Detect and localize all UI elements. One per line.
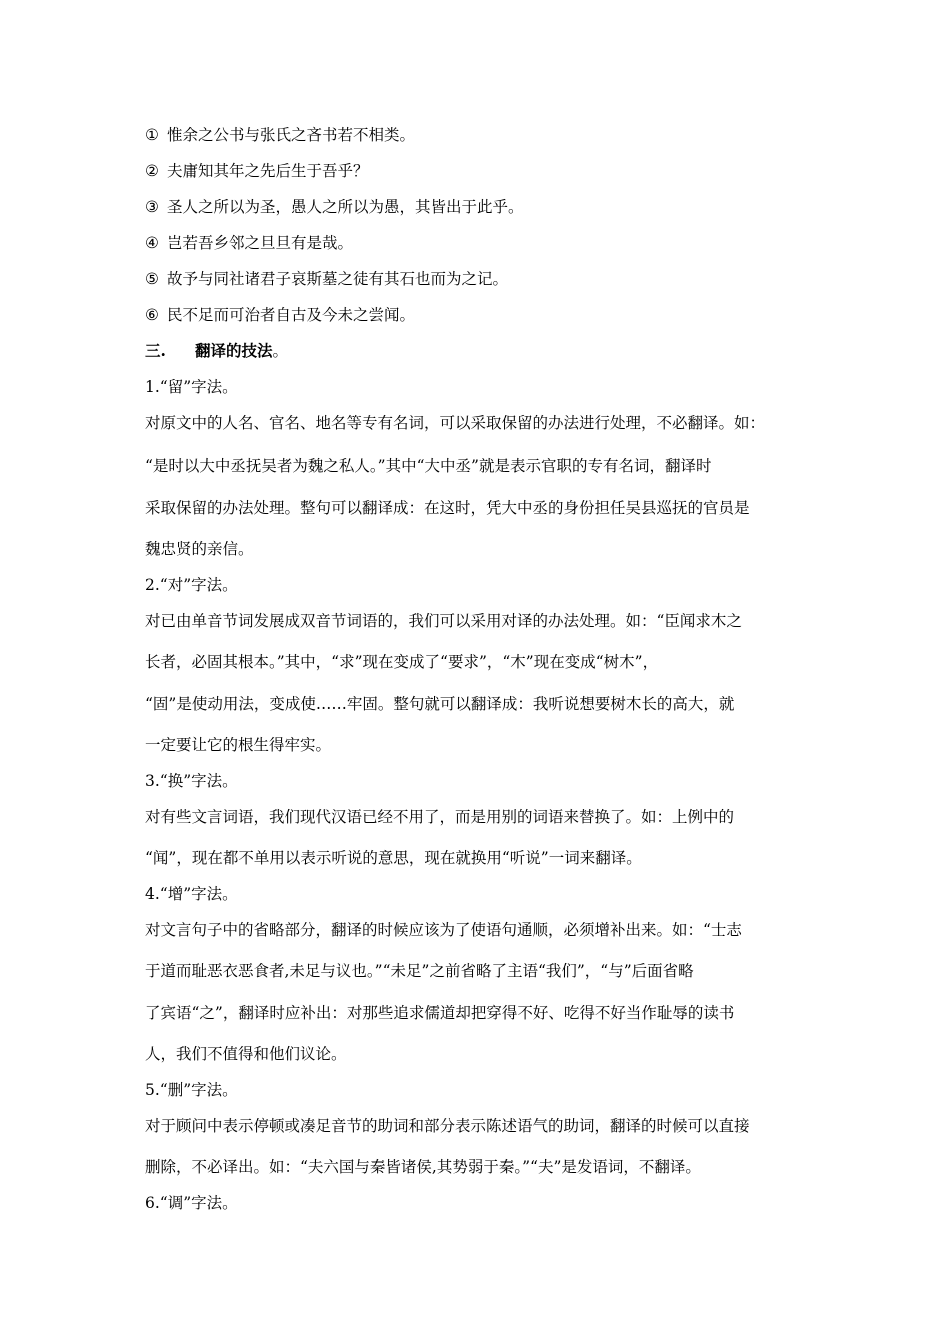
example-number: ③: [145, 198, 159, 216]
paragraph-line: 删除，不必译出。如：“夫六国与秦皆诸侯,其势弱于秦。”“夫”是发语词，不翻译。: [145, 1158, 701, 1176]
example-item: [145, 124, 415, 146]
paragraph-line: 对已由单音节词发展成双音节词语的，我们可以采用对译的办法处理。如：“臣闻求木之: [145, 612, 742, 630]
example-text: 夫庸知其年之先后生于吾乎？: [167, 162, 369, 180]
section-heading: [145, 340, 288, 362]
paragraph-line: 长者，必固其根本。”其中，“求”现在变成了“要求”，“木”现在变成“树木”，: [145, 653, 659, 671]
example-number: ②: [145, 162, 159, 180]
paragraph-line: 对有些文言词语，我们现代汉语已经不用了，而是用别的词语来替换了。如：上例中的: [145, 808, 735, 826]
paragraph-line: 一定要让它的根生得牢实。: [145, 736, 332, 754]
example-text: 惟余之公书与张氏之吝书若不相类。: [167, 126, 416, 144]
example-text: 岂若吾乡邻之旦旦有是哉。: [167, 234, 354, 252]
example-item: [145, 268, 508, 290]
section-number: 三.: [145, 341, 166, 360]
example-number: ①: [145, 126, 159, 144]
paragraph-line: 魏忠贤的亲信。: [145, 540, 254, 558]
paragraph-line: “固”是使动用法，变成使……牢固。整句就可以翻译成：我听说想要树木长的高大，就: [145, 695, 735, 713]
paragraph-line: “是时以大中丞抚吴者为魏之私人。”其中“大中丞”就是表示官职的专有名词，翻译时: [145, 457, 712, 475]
example-item: [145, 304, 415, 326]
method-heading: 5.“删”字法。: [145, 1081, 238, 1099]
example-text: 民不足而可治者自古及今未之尝闻。: [167, 306, 416, 324]
paragraph-line: 对文言句子中的省略部分，翻译的时候应该为了使语句通顺，必须增补出来。如：“士志: [145, 921, 742, 939]
paragraph-line: 了宾语“之”，翻译时应补出：对那些追求儒道却把穿得不好、吃得不好当作耻辱的读书: [145, 1004, 735, 1022]
method-heading: 6.“调”字法。: [145, 1194, 238, 1212]
method-heading: 3.“换”字法。: [145, 772, 238, 790]
paragraph-line: 于道而耻恶衣恶食者,未足与议也。”“未足”之前省略了主语“我们”，“与”后面省略: [145, 962, 694, 980]
method-heading: 1.“留”字法。: [145, 378, 238, 396]
paragraph-line: 人，我们不值得和他们议论。: [145, 1045, 347, 1063]
method-heading: 2.“对”字法。: [145, 576, 238, 594]
example-item: [145, 160, 369, 182]
example-number: ④: [145, 234, 159, 252]
example-number: ⑥: [145, 306, 159, 324]
paragraph-line: “闻”，现在都不单用以表示听说的意思，现在就换用“听说”一词来翻译。: [145, 849, 642, 867]
example-item: [145, 232, 353, 254]
paragraph-line: 采取保留的办法处理。整句可以翻译成：在这时，凭大中丞的身份担任吴县巡抚的官员是: [145, 499, 750, 517]
example-number: ⑤: [145, 270, 159, 288]
example-text: 故予与同社诸君子哀斯墓之徒有其石也而为之记。: [167, 270, 509, 288]
section-title-end: 。: [272, 342, 289, 360]
section-title: 翻译的技法: [195, 341, 273, 360]
method-heading: 4.“增”字法。: [145, 885, 238, 903]
example-item: [145, 196, 524, 218]
example-text: 圣人之所以为圣，愚人之所以为愚，其皆出于此乎。: [167, 198, 524, 216]
paragraph-line: 对原文中的人名、官名、地名等专有名词，可以采取保留的办法进行处理，不必翻译。如：: [145, 414, 766, 432]
paragraph-line: 对于顾问中表示停顿或凑足音节的助词和部分表示陈述语气的助词，翻译的时候可以直接: [145, 1117, 750, 1135]
